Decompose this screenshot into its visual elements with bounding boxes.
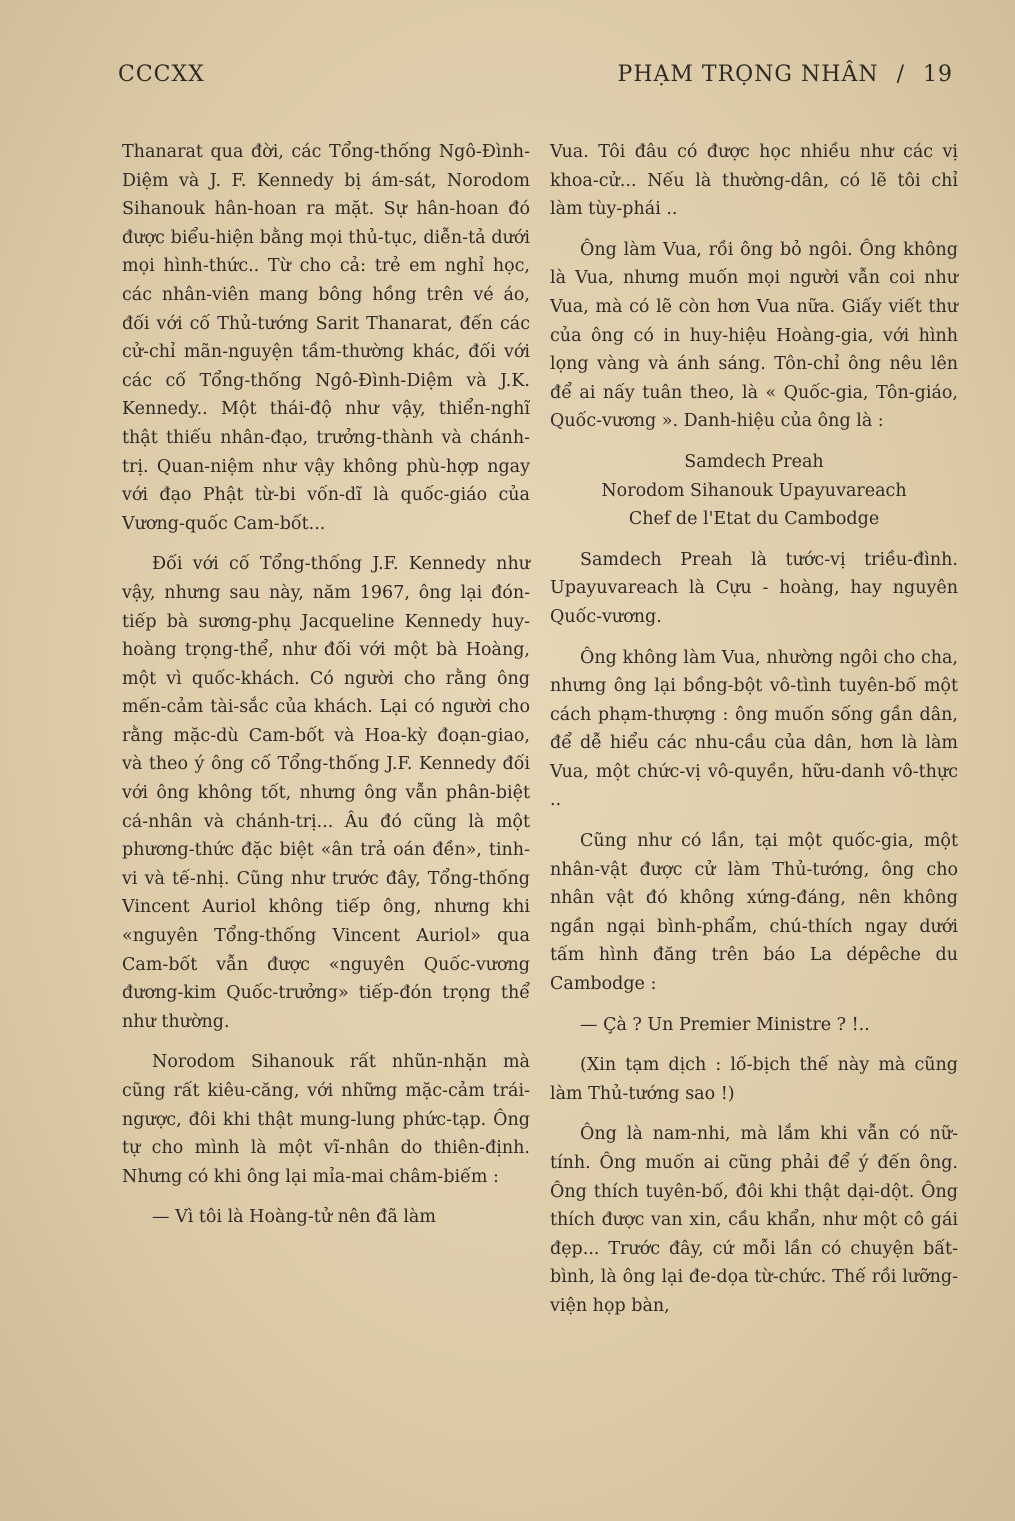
right-column	[550, 138, 958, 1333]
running-header	[118, 62, 953, 98]
header-separator: /	[896, 62, 905, 87]
translation-note: (Xin tạm dịch : lố-bịch thế này mà cũng làm Thủ-tướng sao !)	[550, 1055, 958, 1104]
paragraph: Norodom Sihanouk rất nhũn-nhặn mà cũng rất kiêu-căng, với những mặc-cảm trái-ngược, đôi khi thật mung-lung phức-tạp. Ông tự cho mình là một vĩ-nhân do thiên-định. Nhưng có khi ông lại mỉa-mai châm-biếm :	[122, 1052, 530, 1187]
title-block	[550, 448, 958, 534]
paragraph: Vua. Tôi đâu có được học nhiều như các vị khoa-cử... Nếu là thường-dân, có lẽ tôi chỉ làm tùy-phái ..	[550, 142, 958, 220]
paragraph: Ông làm Vua, rồi ông bỏ ngôi. Ông không là Vua, nhưng muốn mọi người vẫn coi như Vua, mà có lẽ còn hơn Vua nữa. Giấy viết thư của ông có in huy-hiệu Hoàng-gia, với hình lọng vàng và ánh sáng. Tôn-chỉ ông nêu lên để ai nấy tuân theo, là « Quốc-gia, Tôn-giáo, Quốc-vương ». Danh-hiệu của ông là :	[550, 239, 958, 432]
title-line: Chef de l'Etat du Cambodge	[628, 509, 880, 530]
title-line: Samdech Preah	[684, 451, 824, 472]
paragraph: Cũng như có lần, tại một quốc-gia, một nhân-vật được cử làm Thủ-tướng, ông cho nhân vật đó không xứng-đáng, nên không ngần ngại bình-phẩm, chú-thích ngay dưới tấm hình đăng trên báo La dépêche du Cambodge :	[550, 831, 958, 995]
paragraph: Ông là nam-nhi, mà lắm khi vẫn có nữ-tính. Ông muốn ai cũng phải để ý đến ông. Ông thích tuyên-bố, đôi khi thật dại-dột. Ông thích được van xin, cầu khẩn, như một cô gái đẹp... Trước đây, cứ mỗi lần có chuyện bất-bình, là ông lại đe-dọa từ-chức. Thế rồi lưỡng-viện họp bàn,	[550, 1124, 958, 1316]
page-number: 19	[923, 62, 953, 87]
series-number: CCCXX	[118, 62, 205, 87]
paragraph: Thanarat qua đời, các Tổng-thống Ngô-Đình-Diệm và J. F. Kennedy bị ám-sát, Norodom Sihanouk hân-hoan ra mặt. Sự hân-hoan đó được biểu-hiện bằng mọi thủ-tục, diễn-tả dưới mọi hình-thức.. Từ cho cả: trẻ em nghỉ học, các nhân-viên mang bông hồng trên vé áo, đối với cố Thủ-tướng Sarit Thanarat, đến các cử-chỉ mãn-nguyện tầm-thường khác, đối với các cố Tổng-thống Ngô-Đình-Diệm và J.K. Kennedy.. Một thái-độ như vậy, thiển-nghĩ thật thiếu nhân-đạo, trưởng-thành và chánh-trị. Quan-niệm như vậy không phù-hợp ngay với đạo Phật từ-bi vốn-dĩ là quốc-giáo của Vương-quốc Cam-bốt...	[122, 142, 530, 534]
paragraph: Ông không làm Vua, nhường ngôi cho cha, nhưng ông lại bồng-bột vô-tình tuyên-bố một cách phạm-thượng : ông muốn sống gần dân, để dễ hiểu các nhu-cầu của dân, hơn là làm Vua, một chức-vị vô-quyền, hữu-danh vô-thực ..	[550, 647, 958, 811]
paragraph: Samdech Preah là tước-vị triều-đình. Upayuvareach là Cựu - hoàng, hay nguyên Quốc-vương.	[550, 549, 958, 627]
author-name: PHẠM TRỌNG NHÂN	[617, 62, 879, 87]
header-right	[618, 62, 953, 87]
title-line: Norodom Sihanouk Upayuvareach	[601, 480, 907, 501]
quote-line: — Çà ? Un Premier Ministre ? !..	[580, 1014, 870, 1035]
quote-line: — Vì tôi là Hoàng-tử nên đã làm	[152, 1207, 436, 1228]
left-column	[122, 138, 530, 1244]
paragraph: Đối với cố Tổng-thống J.F. Kennedy như vậy, nhưng sau này, năm 1967, ông lại đón-tiếp bà sương-phụ Jacqueline Kennedy huy-hoàng trọng-thể, như đối với một bà Hoàng, một vì quốc-khách. Có người cho rằng ông mến-cảm tài-sắc của khách. Lại có người cho rằng mặc-dù Cam-bốt và Hoa-kỳ đoạn-giao, và theo ý ông cố Tổng-thống J.F. Kennedy đối với ông không tốt, nhưng ông vẫn phân-biệt cá-nhân và chánh-trị... Âu đó cũng là một phương-thức đặc biệt «ân trả oán đền», tinh-vi và tế-nhị. Cũng như trước đây, Tổng-thống Vincent Auriol không tiếp ông, nhưng khi «nguyên Tổng-thống Vincent Auriol» qua Cam-bốt vẫn được «nguyên Quốc-vương đương-kim Quốc-trưởng» tiếp-đón trọng thể như thường.	[122, 554, 530, 1032]
